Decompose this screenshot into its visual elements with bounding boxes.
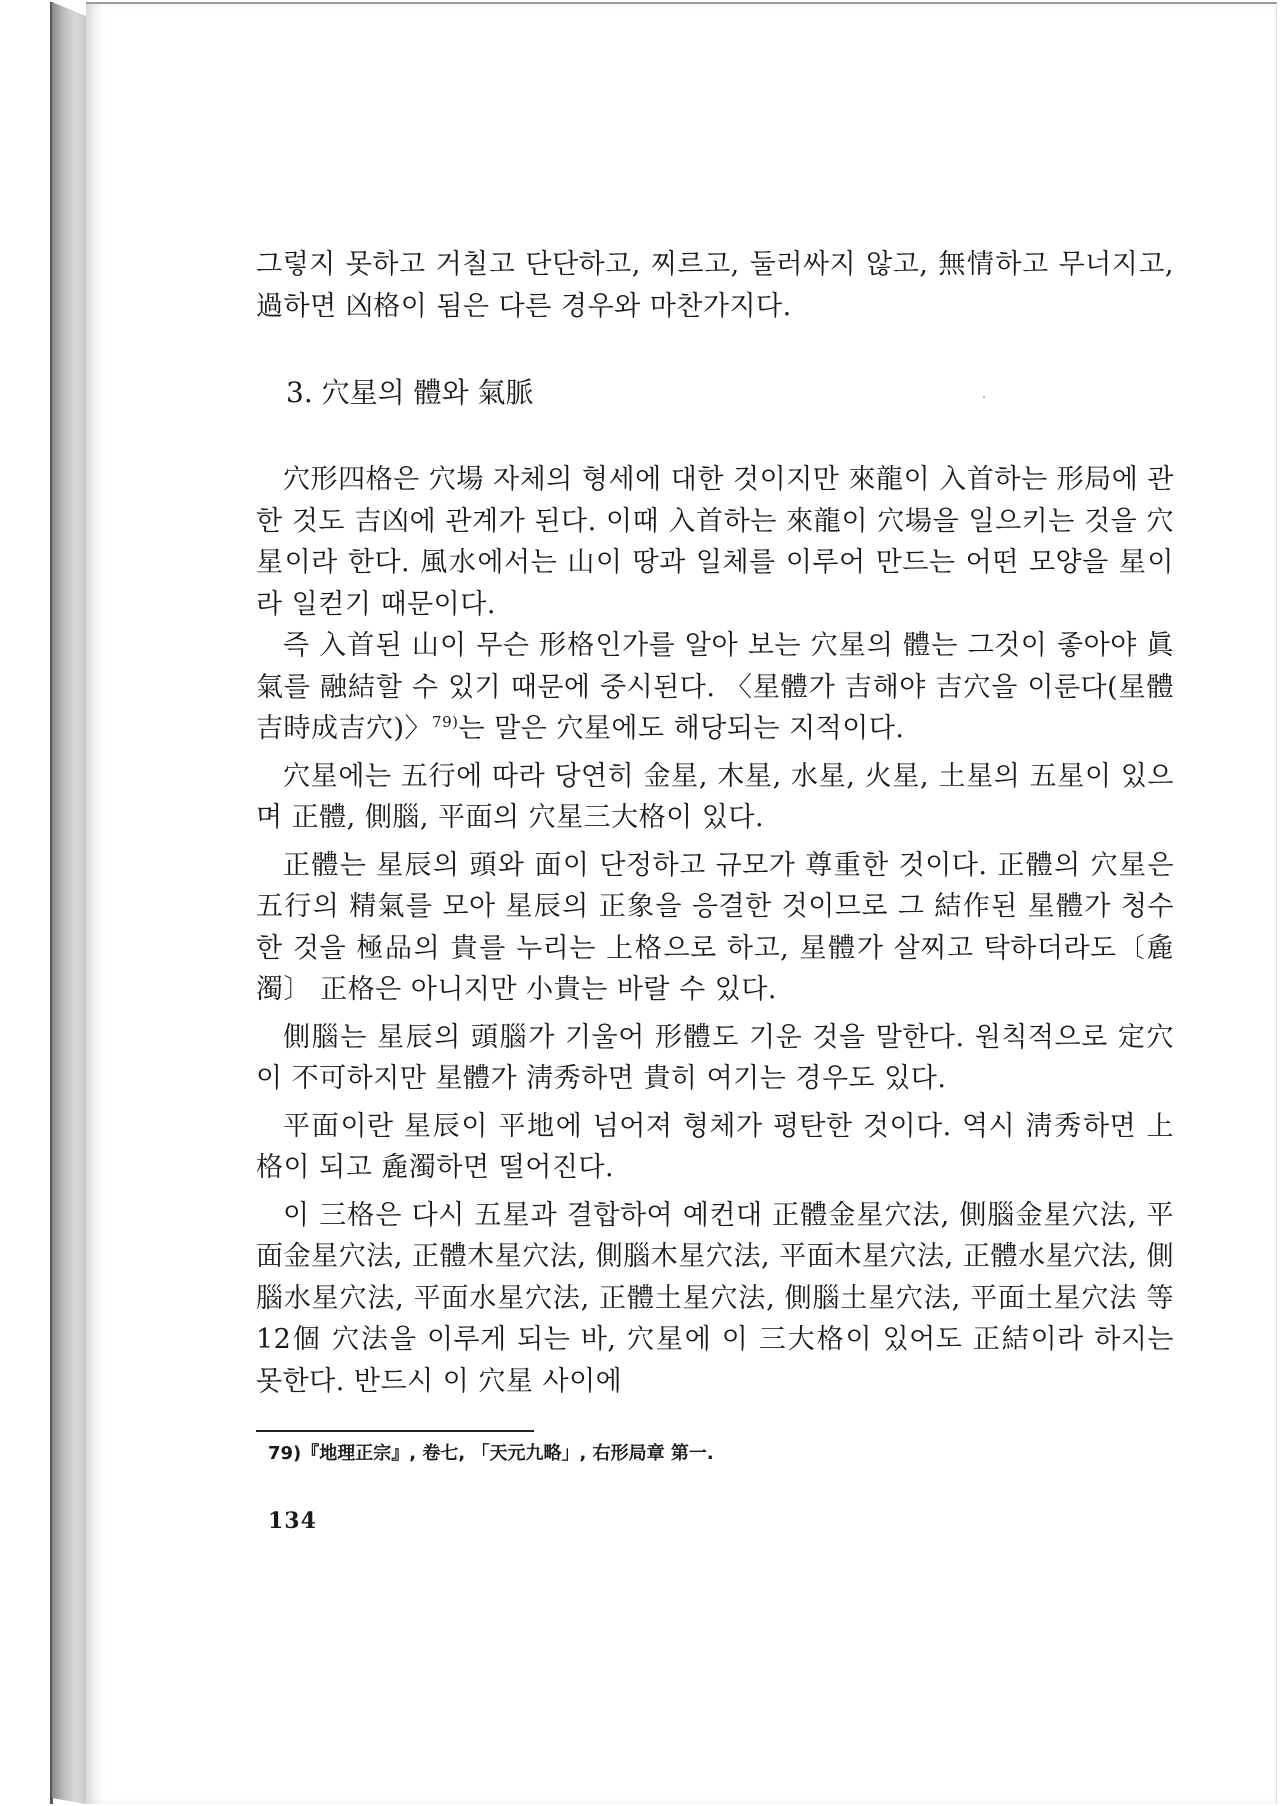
paragraph-text: 는 말은 穴星에도 해당되는 지적이다. xyxy=(458,713,905,744)
paragraph-text: 즉 入首된 山이 무슨 形格인가를 알아 보는 穴星의 體는 그것이 좋아야 眞氣를 融結할 수 있기 때문에 중시된다. 〈星體가 吉해야 吉穴을 이룬다(星體吉時成吉穴)〉 xyxy=(256,630,1174,744)
book-page xyxy=(86,2,1277,1804)
paragraph-continued: 그렇지 못하고 거칠고 단단하고, 찌르고, 둘러싸지 않고, 無情하고 무너지고, 過하면 凶格이 됨은 다른 경우와 마찬가지다. xyxy=(256,249,1174,322)
section-heading: 3. 穴星의 體와 氣脈 xyxy=(286,376,534,409)
page-content xyxy=(256,244,1174,1534)
paragraph: 正體는 星辰의 頭와 面이 단정하고 규모가 尊重한 것이다. 正體의 穴星은 五行의 精氣를 모아 星辰의 正象을 응결한 것이므로 그 結作된 星體가 청수한 것을 極品의 貴를 누리는 上格으로 하고, 星體가 살찌고 탁하더라도〔麁濁〕 正格은 아니지만 小貴는 바랄 수 있다. xyxy=(256,849,1174,1005)
footnote-reference: 79) xyxy=(432,713,459,731)
book-spine xyxy=(52,2,86,1804)
footnote: 79)『地理正宗』, 卷七, 「天元九略」, 右形局章 第一. xyxy=(268,1443,714,1464)
page-number: 134 xyxy=(268,1508,317,1534)
paragraph: 側腦는 星辰의 頭腦가 기울어 形體도 기운 것을 말한다. 원칙적으로 定穴이 不可하지만 星體가 淸秀하면 貴히 여기는 경우도 있다. xyxy=(256,1021,1174,1094)
paragraph: 平面이란 星辰이 平地에 넘어져 형체가 평탄한 것이다. 역시 淸秀하면 上格이 되고 麁濁하면 떨어진다. xyxy=(256,1110,1174,1183)
paragraph-with-footnote xyxy=(256,625,1174,750)
footnote-divider xyxy=(256,1430,534,1432)
paragraph: 穴星에는 五行에 따라 당연히 金星, 木星, 水星, 火星, 土星의 五星이 있으며 正體, 側腦, 平面의 穴星三大格이 있다. xyxy=(256,760,1174,833)
paragraph: 이 三格은 다시 五星과 결합하여 예컨대 正體金星穴法, 側腦金星穴法, 平面金星穴法, 正體木星穴法, 側腦木星穴法, 平面木星穴法, 正體水星穴法, 側腦水星穴法, 平面水星穴法, 正體土星穴法, 側腦土星穴法, 平面土星穴法 等 12個 穴法을 이루게 되는 바, 穴星에 이 三大格이 있어도 正結이라 하지는 못한다. 반드시 이 穴星 사이에 xyxy=(256,1199,1174,1397)
paragraph: 穴形四格은 穴場 자체의 형세에 대한 것이지만 來龍이 入首하는 形局에 관한 것도 吉凶에 관계가 된다. 이때 入首하는 來龍이 穴場을 일으키는 것을 穴星이라 한다. 風水에서는 山이 땅과 일체를 이루어 만드는 어떤 모양을 星이라 일컫기 때문이다. xyxy=(256,464,1174,620)
